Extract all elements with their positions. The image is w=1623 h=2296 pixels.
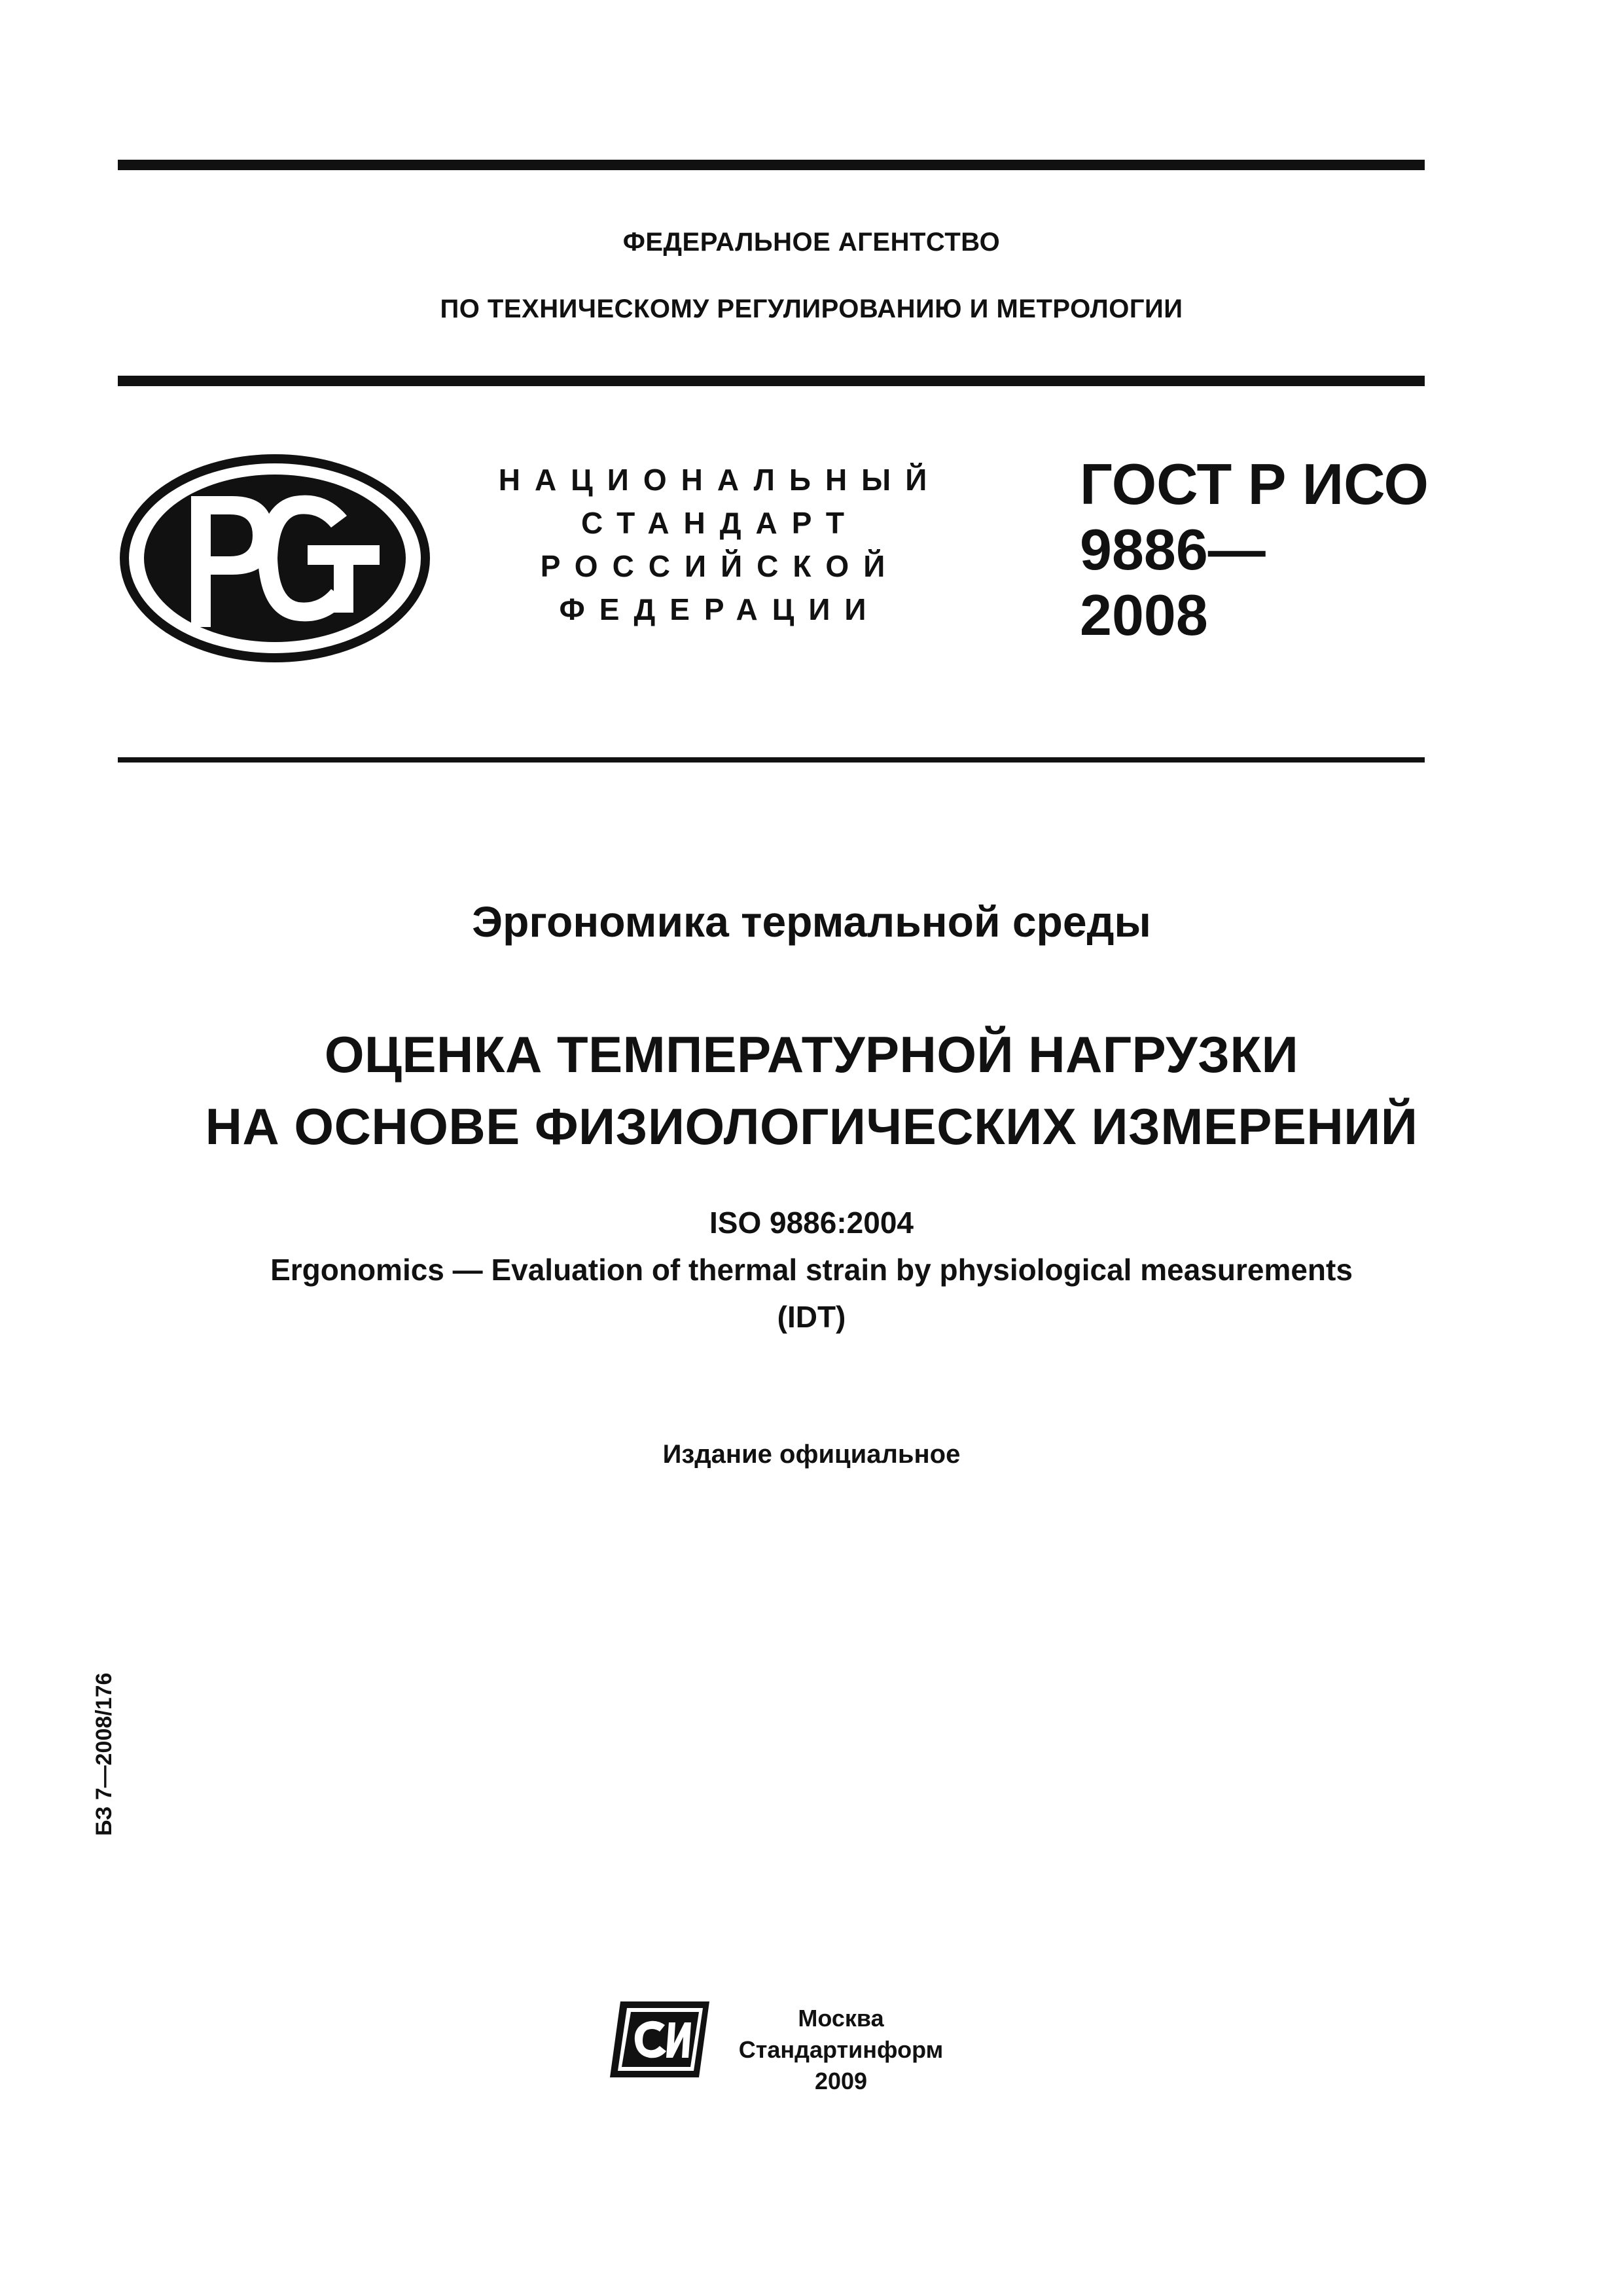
document-title bbox=[0, 1018, 1623, 1162]
publisher-city: Москва bbox=[798, 2005, 884, 2032]
agency-line-1: ФЕДЕРАЛЬНОЕ АГЕНТСТВО bbox=[622, 228, 1001, 257]
standard-code-line-2: 9886— bbox=[1080, 517, 1266, 582]
national-standard-line-1: НАЦИОНАЛЬНЫЙ bbox=[498, 463, 942, 497]
iso-english-title: Ergonomics — Evaluation of thermal strain by physiological measurements bbox=[270, 1253, 1353, 1287]
agency-line-2: ПО ТЕХНИЧЕСКОМУ РЕГУЛИРОВАНИЮ И МЕТРОЛОГИИ bbox=[440, 295, 1183, 323]
publisher-name: Стандартинформ bbox=[738, 2036, 944, 2063]
standard-code-line-1: ГОСТ Р ИСО bbox=[1080, 452, 1429, 516]
publisher-block bbox=[730, 2003, 952, 2097]
national-standard-line-4: ФЕДЕРАЦИИ bbox=[559, 592, 881, 626]
pct-certification-logo-icon bbox=[118, 450, 432, 670]
national-standard-label bbox=[497, 458, 942, 631]
document-title-line-1: ОЦЕНКА ТЕМПЕРАТУРНОЙ НАГРУЗКИ bbox=[324, 1026, 1299, 1083]
standard-code-line-3: 2008 bbox=[1080, 583, 1208, 647]
iso-equivalence: (IDT) bbox=[777, 1300, 846, 1334]
standartinform-logo-icon bbox=[607, 1996, 712, 2082]
standard-code bbox=[1080, 452, 1429, 648]
national-standard-line-3: РОССИЙСКОЙ bbox=[540, 549, 900, 583]
iso-reference bbox=[0, 1199, 1623, 1340]
agency-rule bbox=[118, 376, 1425, 386]
top-rule bbox=[118, 160, 1425, 170]
edition-label: Издание официальное bbox=[662, 1440, 961, 1469]
publisher-year: 2009 bbox=[814, 2068, 868, 2094]
header-bottom-rule bbox=[118, 757, 1425, 762]
document-subtitle: Эргономика термальной среды bbox=[472, 897, 1151, 946]
national-standard-line-2: СТАНДАРТ bbox=[581, 506, 859, 540]
side-registration-note: БЗ 7—2008/176 bbox=[92, 1672, 116, 1836]
document-title-line-2: НА ОСНОВЕ ФИЗИОЛОГИЧЕСКИХ ИЗМЕРЕНИЙ bbox=[205, 1098, 1418, 1155]
iso-number: ISO 9886:2004 bbox=[709, 1206, 914, 1240]
